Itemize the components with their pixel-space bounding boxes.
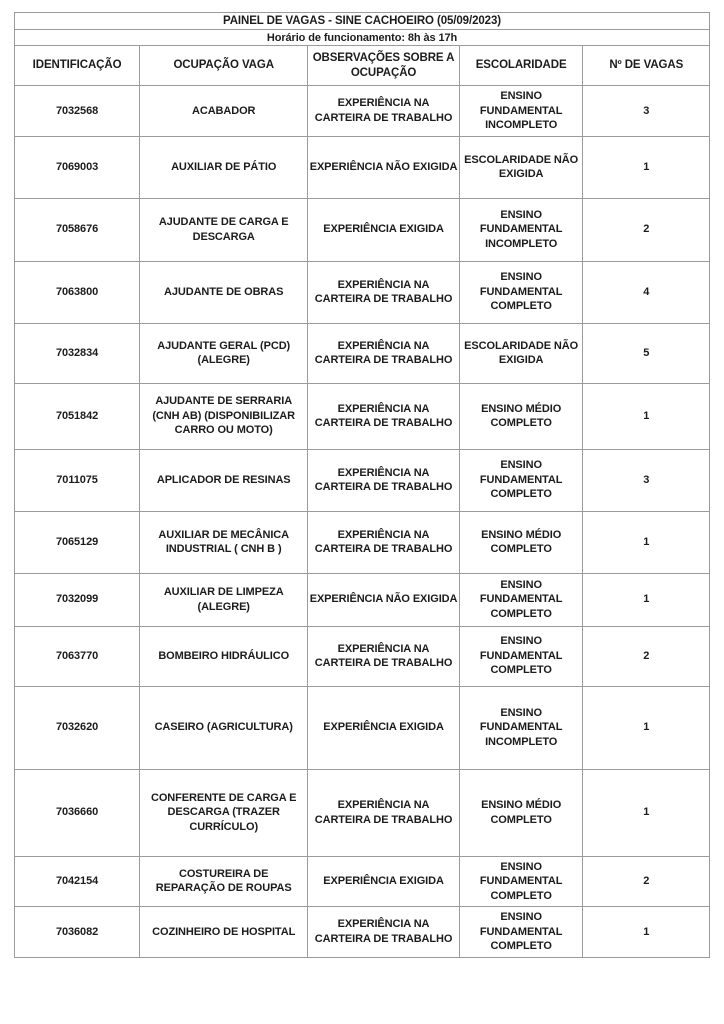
cell-vagas: 1 <box>583 511 710 573</box>
cell-observacoes: EXPERIÊNCIA EXIGIDA <box>308 856 460 907</box>
table-header-row <box>15 46 710 86</box>
cell-escolaridade: ENSINO FUNDAMENTAL COMPLETO <box>459 573 583 626</box>
table-row <box>15 626 710 686</box>
cell-ocupacao: CASEIRO (AGRICULTURA) <box>140 686 308 769</box>
cell-escolaridade: ENSINO FUNDAMENTAL COMPLETO <box>459 261 583 323</box>
cell-vagas: 3 <box>583 86 710 137</box>
cell-vagas: 2 <box>583 626 710 686</box>
cell-observacoes: EXPERIÊNCIA NA CARTEIRA DE TRABALHO <box>308 323 460 383</box>
cell-observacoes: EXPERIÊNCIA NA CARTEIRA DE TRABALHO <box>308 261 460 323</box>
cell-escolaridade: ENSINO FUNDAMENTAL COMPLETO <box>459 907 583 958</box>
cell-identificacao: 7032099 <box>15 573 140 626</box>
cell-vagas: 4 <box>583 261 710 323</box>
cell-ocupacao: BOMBEIRO HIDRÁULICO <box>140 626 308 686</box>
cell-observacoes: EXPERIÊNCIA NÃO EXIGIDA <box>308 573 460 626</box>
cell-vagas: 1 <box>583 136 710 198</box>
cell-vagas: 1 <box>583 686 710 769</box>
table-row <box>15 573 710 626</box>
col-header-ocupacao-vaga: OCUPAÇÃO VAGA <box>140 46 308 86</box>
table-row <box>15 86 710 137</box>
cell-observacoes: EXPERIÊNCIA EXIGIDA <box>308 198 460 261</box>
table-row <box>15 686 710 769</box>
cell-ocupacao: AUXILIAR DE PÁTIO <box>140 136 308 198</box>
cell-identificacao: 7036082 <box>15 907 140 958</box>
cell-observacoes: EXPERIÊNCIA NA CARTEIRA DE TRABALHO <box>308 626 460 686</box>
cell-vagas: 2 <box>583 856 710 907</box>
cell-identificacao: 7036660 <box>15 769 140 856</box>
cell-vagas: 1 <box>583 907 710 958</box>
cell-ocupacao: COZINHEIRO DE HOSPITAL <box>140 907 308 958</box>
cell-vagas: 5 <box>583 323 710 383</box>
cell-vagas: 1 <box>583 769 710 856</box>
cell-vagas: 1 <box>583 573 710 626</box>
cell-identificacao: 7063800 <box>15 261 140 323</box>
col-header-observacoes: OBSERVAÇÕES SOBRE A OCUPAÇÃO <box>308 46 460 86</box>
cell-ocupacao: APLICADOR DE RESINAS <box>140 449 308 511</box>
cell-ocupacao: AJUDANTE DE OBRAS <box>140 261 308 323</box>
col-header-escolaridade: ESCOLARIDADE <box>459 46 583 86</box>
table-title: PAINEL DE VAGAS - SINE CACHOEIRO (05/09/2023) <box>15 13 710 30</box>
table-row <box>15 449 710 511</box>
cell-identificacao: 7063770 <box>15 626 140 686</box>
cell-escolaridade: ESCOLARIDADE NÃO EXIGIDA <box>459 136 583 198</box>
cell-escolaridade: ENSINO FUNDAMENTAL INCOMPLETO <box>459 198 583 261</box>
table-row <box>15 136 710 198</box>
cell-identificacao: 7032620 <box>15 686 140 769</box>
table-row <box>15 261 710 323</box>
cell-escolaridade: ENSINO FUNDAMENTAL COMPLETO <box>459 626 583 686</box>
cell-vagas: 2 <box>583 198 710 261</box>
cell-ocupacao: AUXILIAR DE MECÂNICA INDUSTRIAL ( CNH B ) <box>140 511 308 573</box>
cell-observacoes: EXPERIÊNCIA NA CARTEIRA DE TRABALHO <box>308 769 460 856</box>
cell-observacoes: EXPERIÊNCIA EXIGIDA <box>308 686 460 769</box>
cell-ocupacao: AJUDANTE GERAL (PCD) (ALEGRE) <box>140 323 308 383</box>
cell-escolaridade: ENSINO FUNDAMENTAL INCOMPLETO <box>459 86 583 137</box>
table-title-row <box>15 13 710 30</box>
cell-escolaridade: ENSINO FUNDAMENTAL COMPLETO <box>459 856 583 907</box>
cell-identificacao: 7069003 <box>15 136 140 198</box>
col-header-identificacao: IDENTIFICAÇÃO <box>15 46 140 86</box>
cell-identificacao: 7032568 <box>15 86 140 137</box>
cell-identificacao: 7051842 <box>15 383 140 449</box>
cell-ocupacao: AUXILIAR DE LIMPEZA (ALEGRE) <box>140 573 308 626</box>
cell-observacoes: EXPERIÊNCIA NA CARTEIRA DE TRABALHO <box>308 449 460 511</box>
cell-ocupacao: CONFERENTE DE CARGA E DESCARGA (TRAZER CURRÍCULO) <box>140 769 308 856</box>
table-subtitle-row <box>15 30 710 46</box>
cell-ocupacao: COSTUREIRA DE REPARAÇÃO DE ROUPAS <box>140 856 308 907</box>
table-row <box>15 323 710 383</box>
table-subtitle: Horário de funcionamento: 8h às 17h <box>15 30 710 46</box>
cell-observacoes: EXPERIÊNCIA NA CARTEIRA DE TRABALHO <box>308 383 460 449</box>
table-row <box>15 856 710 907</box>
cell-identificacao: 7032834 <box>15 323 140 383</box>
vagas-table <box>14 12 710 958</box>
cell-observacoes: EXPERIÊNCIA NA CARTEIRA DE TRABALHO <box>308 907 460 958</box>
table-row <box>15 907 710 958</box>
cell-observacoes: EXPERIÊNCIA NA CARTEIRA DE TRABALHO <box>308 86 460 137</box>
cell-ocupacao: AJUDANTE DE SERRARIA (CNH AB) (DISPONIBILIZAR CARRO OU MOTO) <box>140 383 308 449</box>
table-row <box>15 769 710 856</box>
col-header-num-vagas: Nº DE VAGAS <box>583 46 710 86</box>
cell-escolaridade: ENSINO FUNDAMENTAL COMPLETO <box>459 449 583 511</box>
cell-observacoes: EXPERIÊNCIA NA CARTEIRA DE TRABALHO <box>308 511 460 573</box>
table-row <box>15 198 710 261</box>
cell-identificacao: 7058676 <box>15 198 140 261</box>
table-body <box>15 86 710 958</box>
cell-escolaridade: ENSINO MÉDIO COMPLETO <box>459 511 583 573</box>
cell-identificacao: 7011075 <box>15 449 140 511</box>
cell-identificacao: 7065129 <box>15 511 140 573</box>
cell-escolaridade: ENSINO MÉDIO COMPLETO <box>459 769 583 856</box>
cell-vagas: 1 <box>583 383 710 449</box>
cell-escolaridade: ENSINO MÉDIO COMPLETO <box>459 383 583 449</box>
cell-ocupacao: ACABADOR <box>140 86 308 137</box>
cell-escolaridade: ENSINO FUNDAMENTAL INCOMPLETO <box>459 686 583 769</box>
cell-identificacao: 7042154 <box>15 856 140 907</box>
cell-ocupacao: AJUDANTE DE CARGA E DESCARGA <box>140 198 308 261</box>
cell-observacoes: EXPERIÊNCIA NÃO EXIGIDA <box>308 136 460 198</box>
cell-escolaridade: ESCOLARIDADE NÃO EXIGIDA <box>459 323 583 383</box>
table-row <box>15 511 710 573</box>
table-row <box>15 383 710 449</box>
cell-vagas: 3 <box>583 449 710 511</box>
